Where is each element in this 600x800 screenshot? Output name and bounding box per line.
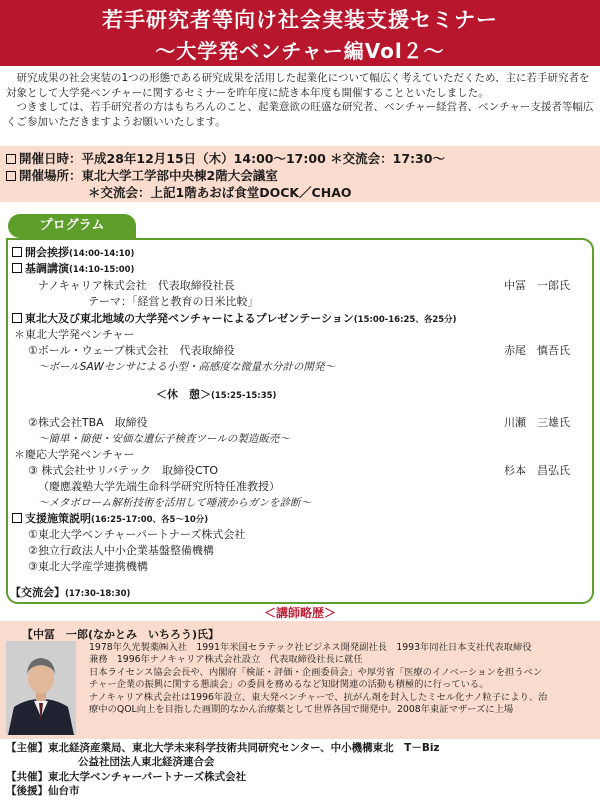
keynote-theme: テーマ：「経営と教育の日米比較」 xyxy=(88,295,259,308)
keynote-time: (14:10-15:00) xyxy=(69,265,135,275)
organizer-line-1: 【主催】東北経済産業局、東北大学未来科学技術共同研究センター、中小機構東北 T－Biz xyxy=(6,742,440,754)
support-item: ③東北大学産学連携機構 xyxy=(28,560,148,573)
co-organizer: 【共催】東北大学ベンチャーパートナーズ株式会社 xyxy=(6,770,247,783)
event-datetime-text: 開催日時：平成28年12月15日（木）14:00～17:00 ＊交流会：17:30～ xyxy=(19,151,445,166)
checkbox-square-icon xyxy=(12,513,22,523)
support-time: (16:25-17:00、各5～10分) xyxy=(91,515,209,525)
presenter-3-desc: ～メタボローム解析技術を活用して唾液からガンを診断～ xyxy=(38,497,311,509)
lecturer-portrait-icon xyxy=(6,641,76,735)
lecturer-bio xyxy=(89,642,597,716)
presenter-3-name: 杉本 昌弘氏 xyxy=(504,464,570,477)
keynote-label: 基調講演 xyxy=(25,262,69,275)
checkbox-square-icon xyxy=(12,263,22,273)
intro-paragraph-2: つきましては、若手研究者の方はもちろんのこと、起業意欲の旺盛な研究者、ベンチャー経営者、ベンチャー支援者等幅広くご参加いただきますようお願いいたします。 xyxy=(6,101,594,128)
sponsors xyxy=(6,741,594,799)
checkbox-square-icon xyxy=(12,247,22,257)
checkbox-square-icon xyxy=(6,171,16,181)
event-venue-text: 開催場所：東北大学工学部中央棟2階大会議室 xyxy=(19,168,278,183)
program-opening xyxy=(12,246,134,261)
support-item: ②独立行政法人中小企業基盤整備機構 xyxy=(28,544,214,557)
networking-time: (17:30-18:30) xyxy=(65,589,131,599)
presenter-3-company: ③ 株式会社サリバテック 取締役CTO xyxy=(28,464,219,477)
page-header xyxy=(0,0,600,66)
presenter-3-affiliation: （慶應義塾大学先端生命科学研究所特任准教授） xyxy=(38,480,280,493)
presenter-2-desc: ～簡単・簡便・安価な遺伝子検査ツールの製造販売～ xyxy=(38,433,290,445)
event-info xyxy=(0,146,600,202)
presenter-1-desc: ～ボールSAWセンサによる小型・高感度な微量水分計の開発～ xyxy=(38,361,335,373)
bio-line: ナノキャリア株式会社は1996年設立、東大発ベンチャーで、抗がん剤を封入したミセル化ナノ粒子により、治 xyxy=(89,691,548,703)
keynote-speaker-name: 中冨 一郎氏 xyxy=(504,279,570,292)
lecturer-photo xyxy=(6,641,76,735)
page-subtitle: ～大学発ベンチャー編Vol２～ xyxy=(155,39,445,63)
support-label: 支援施策説明 xyxy=(25,512,91,525)
program-tab: プログラム xyxy=(8,214,136,238)
page-title: 若手研究者等向け社会実装支援セミナー xyxy=(102,8,498,32)
bio-line: 日本ライセンス協会会長や、内閣府「検証・評価・企画委員会」や厚労省「医療のイノベーションを担うベン xyxy=(89,666,543,678)
program-networking xyxy=(10,586,130,601)
presentations-label: 東北大及び東北地域の大学発ベンチャーによるプレゼンテーション xyxy=(25,312,354,325)
presentations-time: (15:00-16:25、各25分) xyxy=(353,315,457,325)
networking-label: 【交流会】 xyxy=(10,586,65,599)
bio-line: チャー企業の振興に関する懇談会」の委員を務めるなど知財関連の活動も積極的に行っている。 xyxy=(89,679,489,691)
opening-label: 開会挨拶 xyxy=(25,246,69,259)
break-time: (15:25-15:35) xyxy=(211,391,277,401)
checkbox-square-icon xyxy=(6,154,16,164)
keio-group-label: ＊慶応大学発ベンチャー xyxy=(14,448,135,461)
break-label: ＜休 憩＞ xyxy=(156,388,211,401)
bio-line: 兼務 1996年ナノキャリア株式会社設立 代表取締役社長に就任 xyxy=(89,654,363,666)
bio-line: 療中のQOL向上を目指した画期的なかん治療薬として世界各国で開発中。2008年東証マザーズに上場 xyxy=(89,704,514,716)
presenter-1-company: ①ボール・ウェーブ株式会社 代表取締役 xyxy=(28,344,235,357)
presenter-1-name: 赤尾 慎吾氏 xyxy=(504,344,570,357)
program-break xyxy=(156,388,276,403)
support-item: ①東北大学ベンチャーパートナーズ株式会社 xyxy=(28,528,246,541)
lecturer-banner: ＜講師略歴＞ xyxy=(263,606,336,620)
program-keynote xyxy=(12,262,134,277)
event-venue xyxy=(6,166,278,184)
organizer-line-2: 公益社団法人東北経済連合会 xyxy=(78,756,215,769)
presenter-2-company: ②株式会社TBA 取締役 xyxy=(28,416,148,429)
program-support xyxy=(12,512,208,527)
intro-text xyxy=(6,71,594,129)
tohoku-group-label: ＊東北大学発ベンチャー xyxy=(14,328,135,341)
opening-time: (14:00-14:10) xyxy=(69,249,135,259)
bio-line: 1978年久光製薬㈱入社 1991年米国セラテック社ビジネス開発副社長 1993年同社日本支社代表取締役 xyxy=(89,642,532,653)
event-party-venue: ＊交流会：上記1階あおば食堂DOCK／CHAO xyxy=(88,185,352,200)
keynote-speaker: ナノキャリア株式会社 代表取締役社長 xyxy=(38,279,235,292)
checkbox-square-icon xyxy=(12,313,22,323)
supporter: 【後援】仙台市 xyxy=(6,785,80,798)
intro-paragraph-1: 研究成果の社会実装の1つの形態である研究成果を活用した起業化について幅広く考えていただくため、主に若手研究者を対象として大学発ベンチャーに関するセミナーを昨年度に続き本年度も開催することといたしました。 xyxy=(6,72,590,99)
presenter-2-name: 川瀬 三雄氏 xyxy=(504,416,570,429)
program-presentations xyxy=(12,312,457,327)
event-datetime xyxy=(6,149,445,167)
lecturer-name: 【中冨 一郎(なかとみ いちろう)氏】 xyxy=(22,628,220,641)
